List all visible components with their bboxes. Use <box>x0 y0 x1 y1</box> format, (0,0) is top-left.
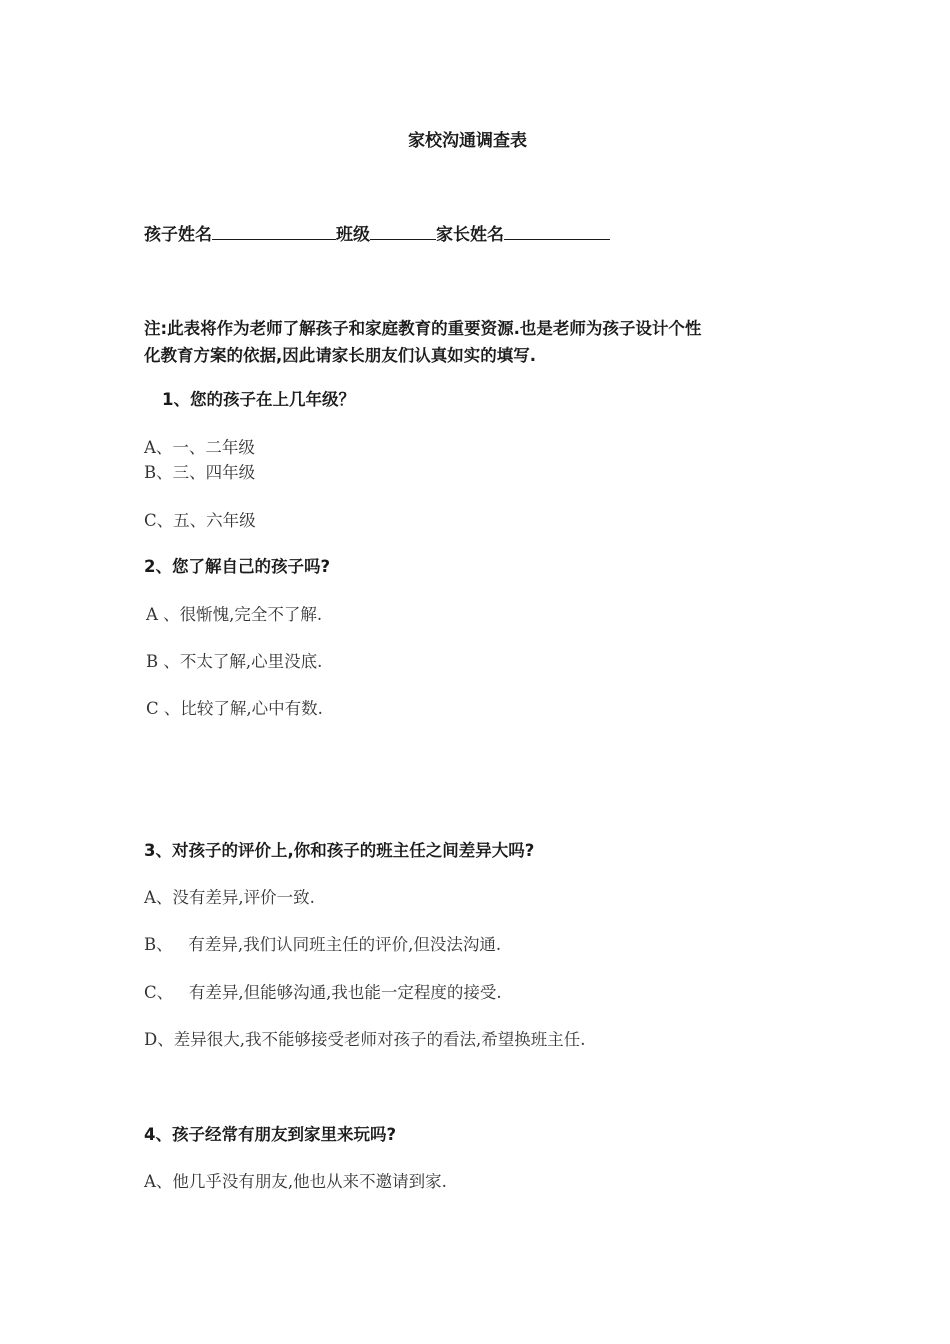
question-3: 3、对孩子的评价上,你和孩子的班主任之间差异大吗? <box>144 841 535 860</box>
q3-option-c: C、 有差异,但能够沟通,我也能一定程度的接受. <box>144 983 502 1002</box>
question-1: 1、您的孩子在上几年级？ <box>162 390 355 409</box>
q1-option-c: C、五、六年级 <box>144 511 256 530</box>
parent-name-blank[interactable] <box>504 221 610 240</box>
q3-option-d: D、差异很大,我不能够接受老师对孩子的看法,希望换班主任. <box>144 1030 586 1049</box>
question-2: 2、您了解自己的孩子吗? <box>144 557 331 576</box>
question-4: 4、孩子经常有朋友到家里来玩吗? <box>144 1125 397 1144</box>
class-blank[interactable] <box>370 221 436 240</box>
child-name-label: 孩子姓名 <box>144 225 212 245</box>
parent-name-label: 家长姓名 <box>436 225 504 245</box>
q1-option-b: B、三、四年级 <box>144 463 256 482</box>
note-line-1: 注:此表将作为老师了解孩子和家庭教育的重要资源.也是老师为孩子设计个性 <box>144 319 702 338</box>
q2-option-a: A 、很惭愧,完全不了解. <box>146 605 323 624</box>
document-title: 家校沟通调查表 <box>408 131 527 151</box>
q2-option-c: C 、比较了解,心中有数. <box>146 699 323 718</box>
q1-option-a: A、一、二年级 <box>144 438 255 457</box>
q2-option-b: B 、不太了解,心里没底. <box>146 652 323 671</box>
q3-option-b: B、 有差异,我们认同班主任的评价,但没法沟通. <box>144 935 502 954</box>
child-name-blank[interactable] <box>212 221 336 240</box>
class-label: 班级 <box>336 225 370 245</box>
info-fields-row <box>144 220 610 245</box>
note-line-2: 化教育方案的依据,因此请家长朋友们认真如实的填写. <box>144 346 537 365</box>
q3-option-a: A、没有差异,评价一致. <box>144 888 315 907</box>
q4-option-a: A、他几乎没有朋友,他也从来不邀请到家. <box>144 1172 447 1191</box>
